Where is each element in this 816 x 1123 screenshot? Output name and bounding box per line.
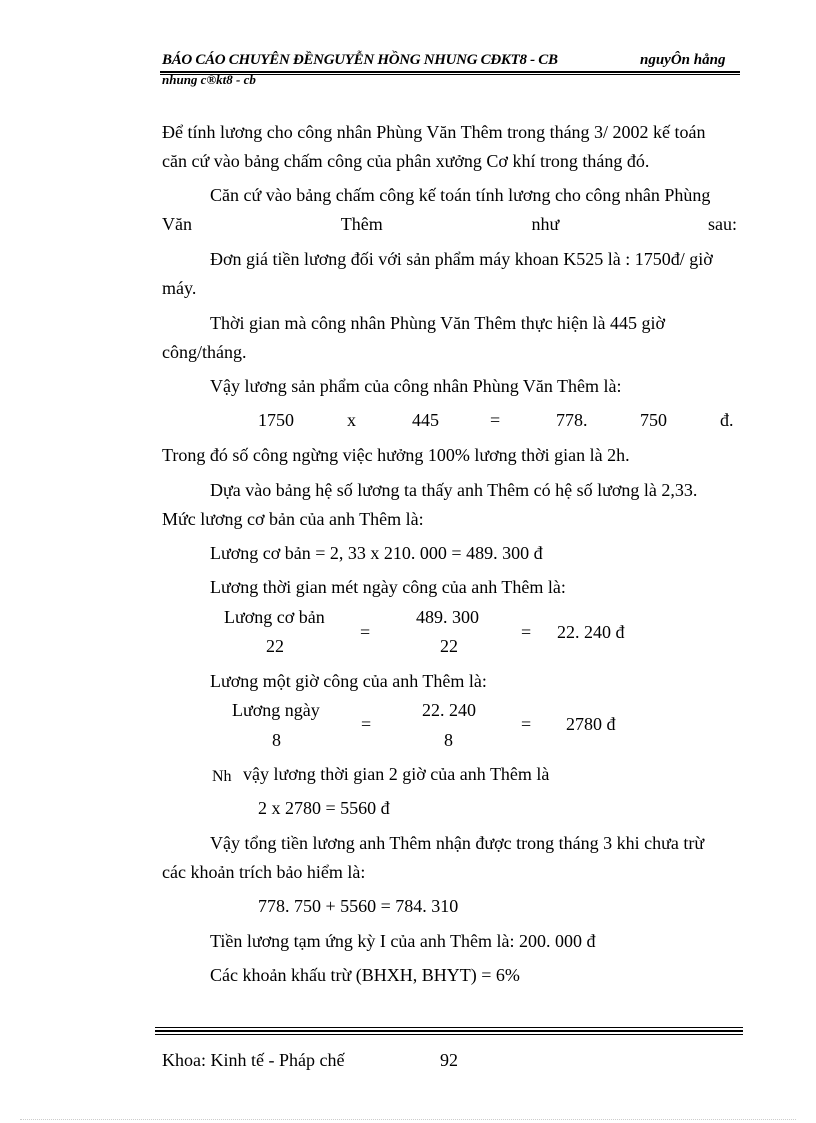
paragraph-7-line-2: Mức lương cơ bản của anh Thêm là: xyxy=(162,509,424,529)
footer-department: Khoa: Kinh tế - Pháp chế xyxy=(162,1050,345,1070)
formula-2-equals-2: = xyxy=(521,714,532,734)
word: Thêm xyxy=(340,214,383,234)
footer-rule-bottom xyxy=(155,1034,743,1035)
paragraph-11: vậy lương thời gian 2 giờ của anh Thêm là xyxy=(243,764,550,784)
footer-rule-middle xyxy=(155,1030,743,1032)
paragraph-4-line-2: công/tháng. xyxy=(162,342,247,362)
paragraph-13-line-2: các khoản trích bảo hiểm là: xyxy=(162,862,366,882)
paragraph-5: Vậy lương sản phẩm của công nhân Phùng Văn Thêm là: xyxy=(210,376,622,396)
formula-1-equals-2: = xyxy=(521,622,532,642)
word: Văn xyxy=(162,214,192,234)
paragraph-7-line-1: Dựa vào bảng hệ số lương ta thấy anh Thêm có hệ số lương là 2,33. xyxy=(210,480,698,500)
calc-operand-2: 445 xyxy=(412,410,439,430)
footer-page-number: 92 xyxy=(440,1050,458,1070)
header-author: nguyÔn hång xyxy=(640,52,726,68)
formula-1-numerator-1: Lương cơ bản xyxy=(224,607,325,627)
footer-rule-top xyxy=(155,1027,743,1028)
word: sau: xyxy=(707,214,737,234)
formula-1-numerator-2: 489. 300 xyxy=(416,607,479,627)
formula-1-denominator-2: 22 xyxy=(440,636,458,656)
formula-2-denominator-1: 8 xyxy=(272,730,281,750)
word: như xyxy=(531,214,560,234)
header-title: BÁO CÁO CHUYÊN ĐỀNGUYỄN HỒNG NHUNG CĐKT8 - CB xyxy=(162,52,558,68)
paragraph-2-line-2 xyxy=(162,213,737,235)
calc-operator-times: x xyxy=(347,410,356,430)
paragraph-3-line-1: Đơn giá tiền lương đối với sản phẩm máy khoan K525 là : 1750đ/ giờ xyxy=(210,249,713,269)
calc-result-part-1: 778. xyxy=(556,410,588,430)
paragraph-4-line-1: Thời gian mà công nhân Phùng Văn Thêm thực hiện là 445 giờ xyxy=(210,313,666,333)
formula-2-denominator-2: 8 xyxy=(444,730,453,750)
paragraph-10: Lương một giờ công của anh Thêm là: xyxy=(210,671,487,691)
formula-2-result: 2780 đ xyxy=(566,714,616,734)
calc-operand-1: 1750 xyxy=(258,410,294,430)
paragraph-1-line-1: Để tính lương cho công nhân Phùng Văn Thêm trong tháng 3/ 2002 kế toán xyxy=(162,122,706,142)
formula-1-result: 22. 240 đ xyxy=(557,622,625,642)
formula-1-denominator-1: 22 xyxy=(266,636,284,656)
paragraph-13-line-1: Vậy tổng tiền lương anh Thêm nhận được trong tháng 3 khi chưa trừ xyxy=(210,833,705,853)
calc-result-part-2: 750 xyxy=(640,410,667,430)
paragraph-2-line-1: Căn cứ vào bảng chấm công kế toán tính lương cho công nhân Phùng xyxy=(210,185,711,205)
paragraph-6: Trong đó số công ngừng việc hưởng 100% lương thời gian là 2h. xyxy=(162,445,630,465)
paragraph-3-line-2: máy. xyxy=(162,278,197,298)
paragraph-9: Lương thời gian mét ngày công của anh Thêm là: xyxy=(210,577,566,597)
calc-operator-equals: = xyxy=(490,410,501,430)
paragraph-1-line-2: căn cứ vào bảng chấm công của phân xưởng Cơ khí trong tháng đó. xyxy=(162,151,650,171)
paragraph-11-prefix: Nh xyxy=(212,768,232,785)
formula-1-equals-1: = xyxy=(360,622,371,642)
paragraph-14: 778. 750 + 5560 = 784. 310 xyxy=(258,896,459,916)
formula-2-numerator-1: Lương ngày xyxy=(232,700,320,720)
page-bottom-dotted-edge xyxy=(20,1119,796,1120)
formula-2-equals-1: = xyxy=(361,714,372,734)
calc-currency: đ. xyxy=(720,410,734,430)
paragraph-15: Tiền lương tạm ứng kỳ I của anh Thêm là: 200. 000 đ xyxy=(210,931,596,951)
paragraph-12: 2 x 2780 = 5560 đ xyxy=(258,798,390,818)
paragraph-16: Các khoản khấu trừ (BHXH, BHYT) = 6% xyxy=(210,965,520,985)
formula-2-numerator-2: 22. 240 xyxy=(422,700,476,720)
header-subtitle: nhung c®kt8 - cb xyxy=(162,72,256,87)
paragraph-8: Lương cơ bản = 2, 33 x 210. 000 = 489. 300 đ xyxy=(210,543,543,563)
